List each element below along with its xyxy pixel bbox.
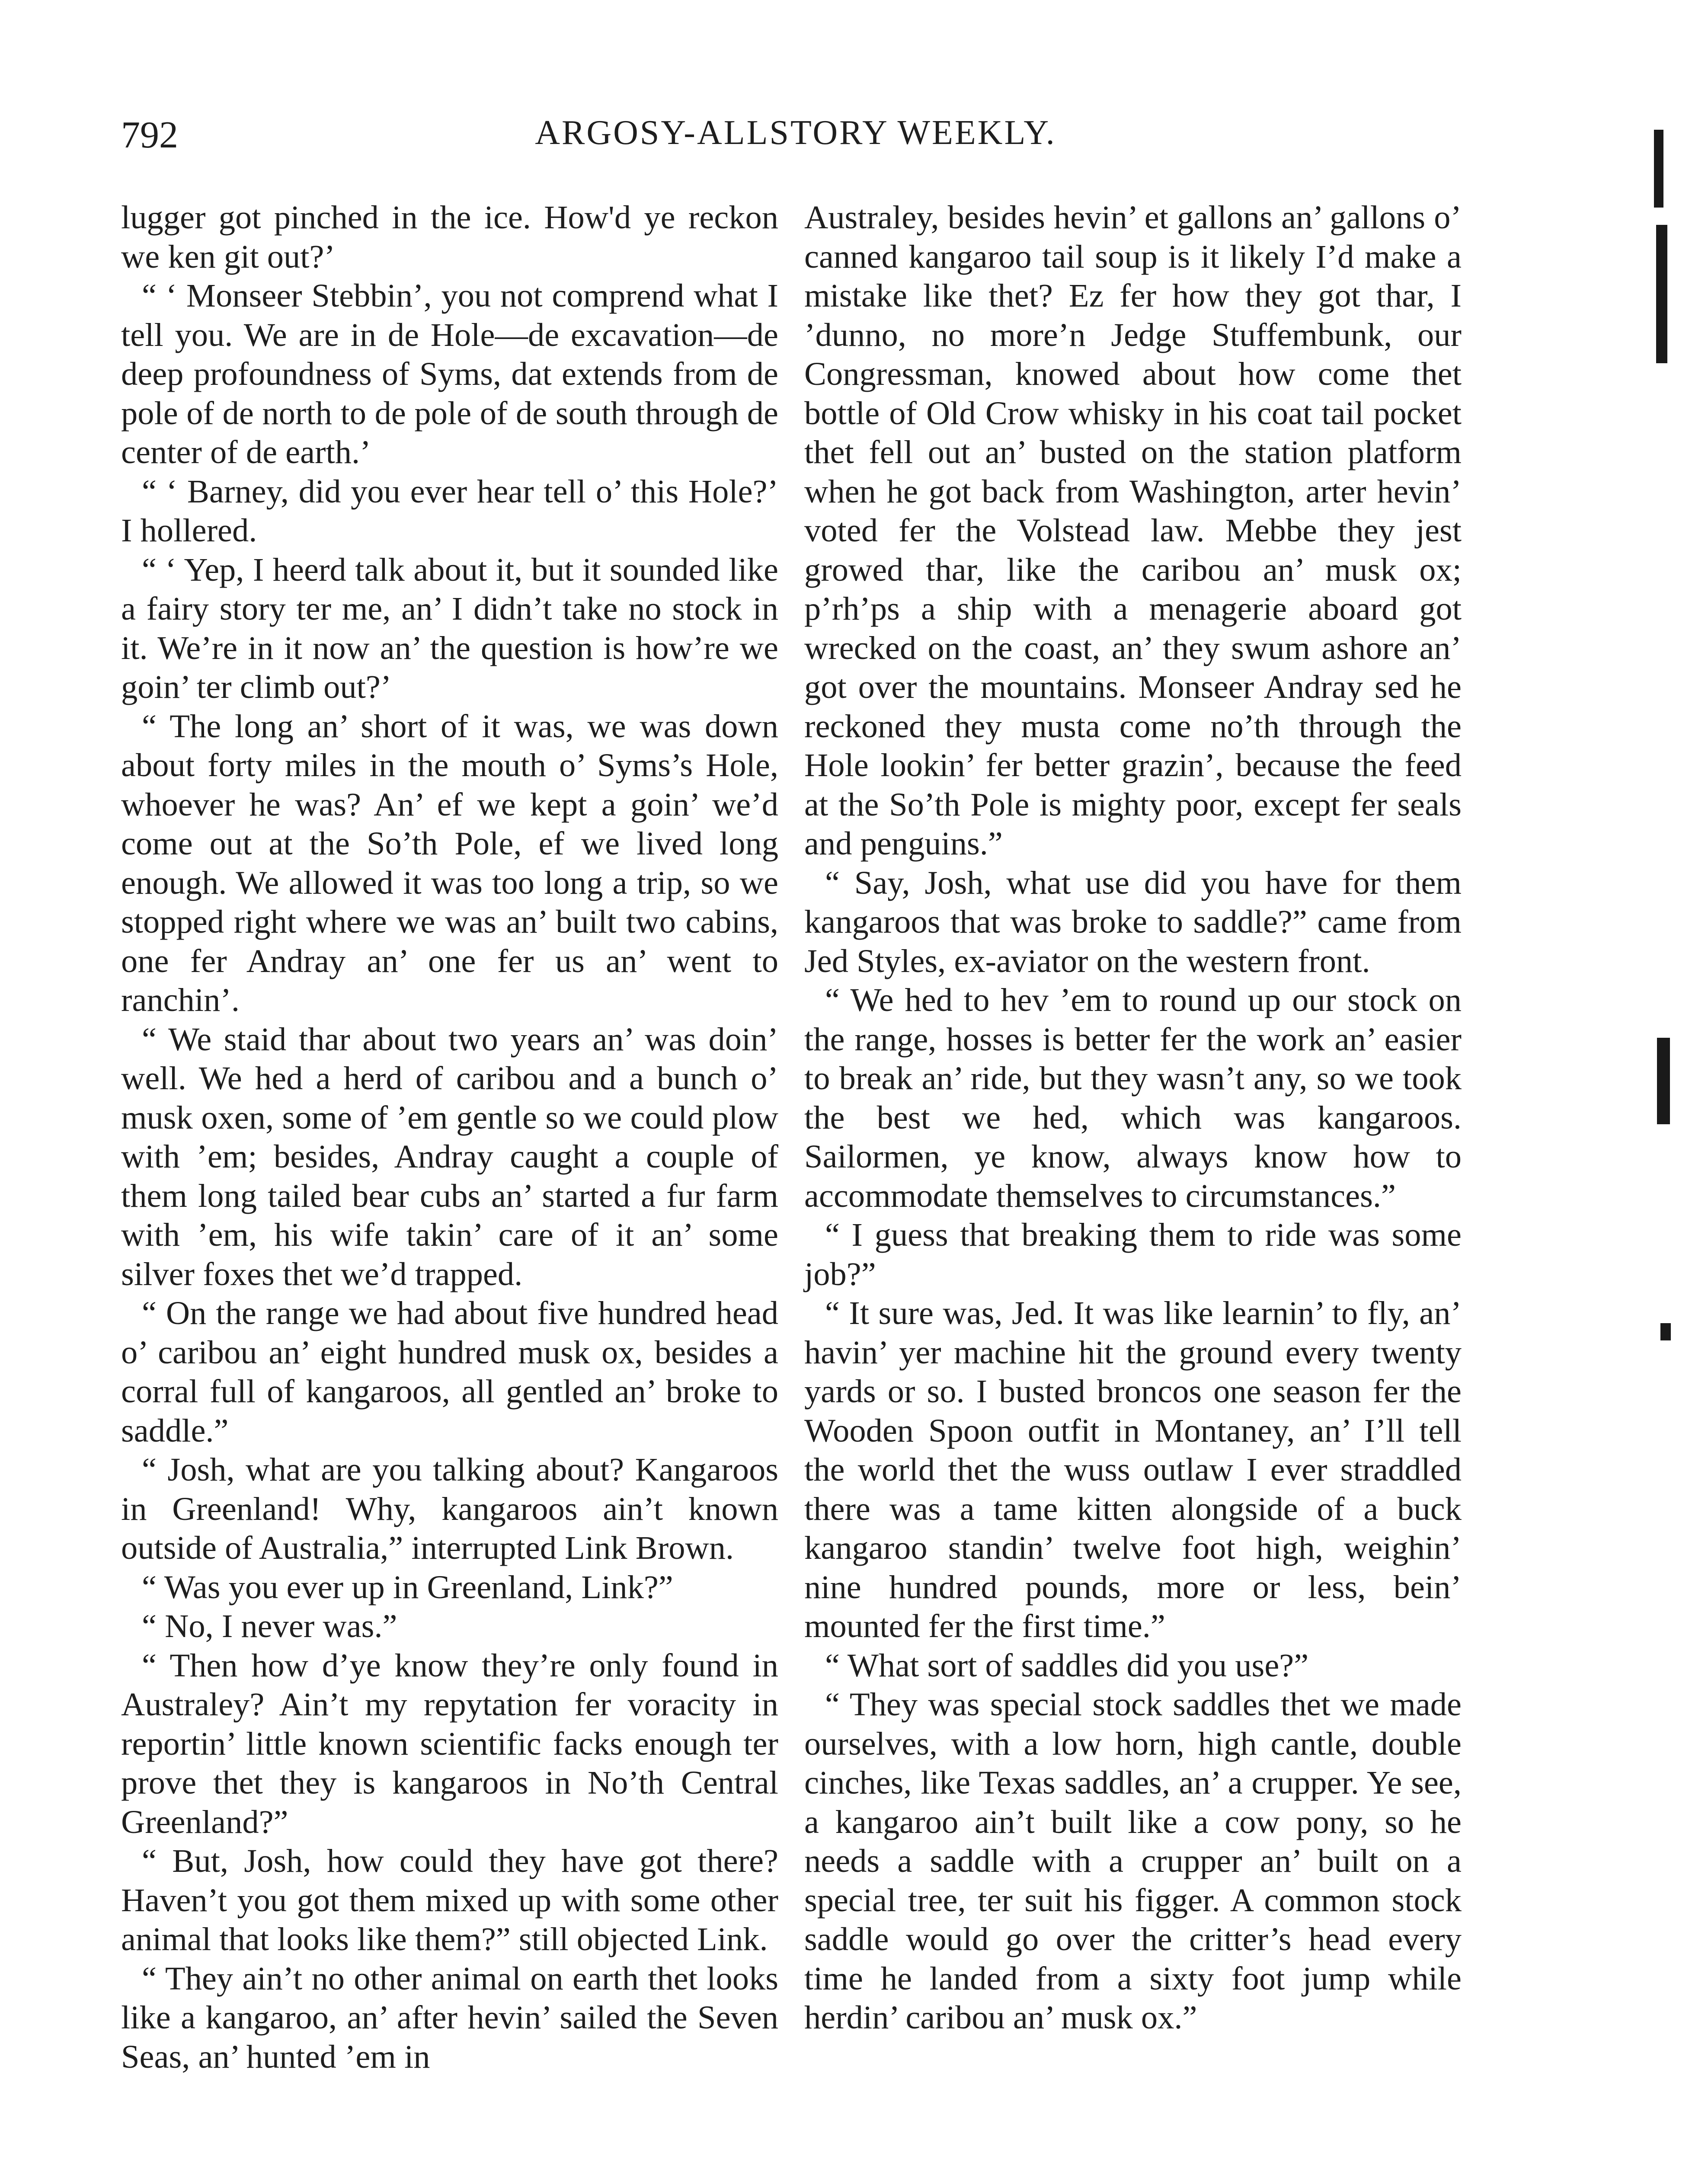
paragraph: “ Was you ever up in Greenland, Link?”	[142, 1568, 673, 1606]
right-column	[804, 198, 1462, 2037]
margin-mark	[1657, 1038, 1670, 1124]
paragraph: “ ‘ Barney, did you ever hear tell o’ this Hole?’ I hollered.	[121, 473, 778, 549]
paragraph: “ I guess that breaking them to ride was some job?”	[804, 1216, 1462, 1292]
paragraph: lugger got pinched in the ice. How'd ye reckon we ken git out?’	[121, 199, 778, 275]
paragraph: “ We staid thar about two years an’ was doin’ well. We hed a herd of caribou and a bunch o’ musk oxen, some of ’em gentle so we could plow with ’em; besides, Andray caught a couple of them long tailed bear cubs an’ started a fur farm with ’em, his wife takin’ care of it an’ some silver foxes thet we’d trapped.	[121, 1020, 778, 1292]
page-header	[121, 113, 1470, 170]
paragraph: “ It sure was, Jed. It was like learnin’ to fly, an’ havin’ yer machine hit the ground every twenty yards or so. I busted broncos one season fer the Wooden Spoon outfit in Montaney, an’ I’ll tell the world thet the wuss outlaw I ever straddled there was a tame kitten alongside of a buck kangaroo standin’ twelve foot high, weighin’ nine hundred pounds, more or less, bein’ mounted fer the first time.”	[804, 1295, 1462, 1644]
paragraph: “ But, Josh, how could they have got there? Haven’t you got them mixed up with some other animal that looks like them?” still objected Link.	[121, 1842, 778, 1957]
paragraph: “ They was special stock saddles thet we made ourselves, with a low horn, high cantle, double cinches, like Texas saddles, an’ a crupper. Ye see, a kangaroo ain’t built like a cow pony, so he needs a saddle with a crupper an’ built on a special tree, ter suit his figger. A common stock saddle would go over the critter’s head every time he landed from a sixty foot jump while herdin’ caribou an’ musk ox.”	[804, 1686, 1462, 2036]
paragraph: “ No, I never was.”	[142, 1608, 397, 1644]
paragraph: “ They ain’t no other animal on earth thet looks like a kangaroo, an’ after hevin’ sailed the Seven Seas, an’ hunted ’em in	[121, 1960, 778, 2075]
paragraph: “ On the range we had about five hundred head o’ caribou an’ eight hundred musk ox, besides a corral full of kangaroos, all gentled an’ broke to saddle.”	[121, 1295, 778, 1449]
paragraph: “ ‘ Monseer Stebbin’, you not comprend what I tell you. We are in de Hole—de excavation—de deep profoundness of Syms, dat extends from de pole of de north to de pole of de south through de center of de earth.’	[121, 277, 778, 470]
margin-mark	[1660, 1323, 1671, 1340]
paragraph: “ What sort of saddles did you use?”	[825, 1647, 1309, 1684]
paragraph: “ ‘ Yep, I heerd talk about it, but it sounded like a fairy story ter me, an’ I didn’t take no stock in it. We’re in it now an’ the question is how’re we goin’ ter climb out?’	[121, 551, 778, 705]
page-number: 792	[121, 114, 178, 156]
running-title: ARGOSY-ALLSTORY WEEKLY.	[535, 114, 1056, 152]
paragraph: “ Then how d’ye know they’re only found in Australey? Ain’t my repytation fer voracity in reportin’ little known scientific facks enough ter prove thet they is kangaroos in No’th Central Greenland?”	[121, 1647, 778, 1840]
margin-mark	[1654, 130, 1663, 208]
paragraph: “ Josh, what are you talking about? Kangaroos in Greenland! Why, kangaroos ain’t known outside of Australia,” interrupted Link Brown.	[121, 1451, 778, 1566]
margin-mark	[1656, 225, 1667, 363]
paragraph: “ The long an’ short of it was, we was down about forty miles in the mouth o’ Syms’s Hole, whoever he was? An’ ef we kept a goin’ we’d come out at the So’th Pole, ef we lived long enough. We allowed it was too long a trip, so we stopped right where we was an’ built two cabins, one fer Andray an’ one fer us an’ went to ranchin’.	[121, 707, 778, 1018]
paragraph: Australey, besides hevin’ et gallons an’ gallons o’ canned kangaroo tail soup is it likely I’d make a mistake like thet? Ez fer how they got thar, I ’dunno, no more’n Jedge Stuffembunk, our Congressman, knowed about how come thet bottle of Old Crow whisky in his coat tail pocket thet fell out an’ busted on the station platform when he got back from Washington, arter hevin’ voted fer the Volstead law. Mebbe they jest growed thar, like the caribou an’ musk ox; p’rh’ps a ship with a menagerie aboard got wrecked on the coast, an’ they swum ashore an’ got over the mountains. Monseer Andray sed he reckoned they musta come no’th through the Hole lookin’ fer better grazin’, because the feed at the So’th Pole is mighty poor, except fer seals and penguins.”	[804, 199, 1462, 862]
paragraph: “ We hed to hev ’em to round up our stock on the range, hosses is better fer the work an’ easier to break an’ ride, but they wasn’t any, so we took the best we hed, which was kangaroos. Sailormen, ye know, always know how to accommodate themselves to circumstances.”	[804, 982, 1462, 1214]
left-column	[121, 198, 778, 2076]
paragraph: “ Say, Josh, what use did you have for them kangaroos that was broke to saddle?” came from Jed Styles, ex-aviator on the western front.	[804, 864, 1462, 979]
